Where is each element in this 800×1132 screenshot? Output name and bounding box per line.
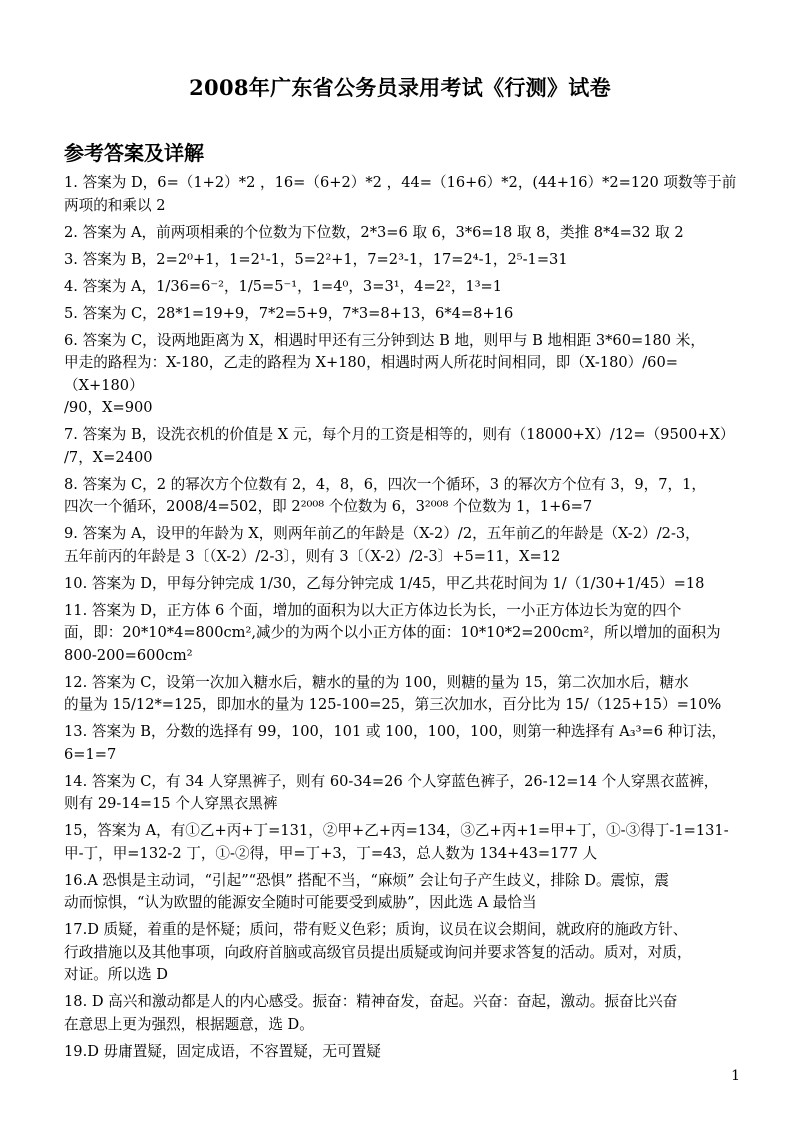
answer-line: 10. 答案为 D，甲每分钟完成 1/30，乙每分钟完成 1/45，甲乙共花时间为 1/（1/30+1/45）=18	[64, 574, 705, 592]
answer-list	[64, 172, 744, 1068]
answer-line: 3. 答案为 B，2=2⁰+1，1=2¹-1，5=2²+1，7=2³-1，17=2⁴-1，2⁵-1=31	[64, 250, 568, 268]
answer-item	[64, 222, 744, 245]
answer-item	[64, 991, 744, 1036]
answer-line: 18. D 高兴和激动都是人的内心感受。振奋：精神奋发，奋起。兴奋：奋起，激动。振奋比兴奋	[64, 993, 678, 1010]
answer-line: 16.A 恐惧是主动词，“引起”“恐惧” 搭配不当，“麻烦” 会让句子产生歧义，排除 D。震惊，震	[64, 871, 669, 889]
answer-line: 1. 答案为 D，6=（1+2）*2 ，16=（6+2）*2 ，44=（16+6）*2，(44+16）*2=120 项数等于前	[64, 174, 737, 191]
answer-line: 19.D 毋庸置疑，固定成语，不容置疑，无可置疑	[64, 1042, 381, 1060]
page-number: 1	[731, 1068, 740, 1084]
answer-line: 17.D 质疑，着重的是怀疑；质问，带有贬义色彩；质询，议员在议会期间，就政府的施政方针、	[64, 921, 688, 938]
answer-line: 五年前丙的年龄是 3〔（X-2）/2-3〕，则有 3〔（X-2）/2-3〕+5=11，X=12	[64, 547, 561, 565]
answer-item	[64, 672, 744, 717]
answer-item	[64, 771, 744, 816]
answer-line: 则有 29-14=15 个人穿黑衣黑裤	[64, 795, 278, 812]
answer-line: 4. 答案为 A，1/36=6⁻²，1/5=5⁻¹，1=4⁰，3=3¹，4=2²，1³=1	[64, 277, 503, 295]
answer-line: /90，X=900	[64, 399, 153, 416]
answer-item	[64, 330, 744, 420]
answer-line: 5. 答案为 C，28*1=19+9，7*2=5+9，7*3=8+13，6*4=8+16	[64, 304, 514, 322]
section-heading: 参考答案及详解	[64, 141, 204, 165]
answer-line: 在意思上更为强烈，根据题意，选 D。	[64, 1015, 314, 1033]
answer-line: 甲-丁，甲=132-2 丁，①-②得，甲=丁+3，丁=43，总人数为 134+43=177 人	[64, 844, 598, 862]
answer-item	[64, 474, 744, 519]
answer-line: /7，X=2400	[64, 448, 153, 466]
answer-line: 对证。所以选 D	[64, 966, 168, 983]
answer-line: 13. 答案为 B，分数的选择有 99，100，101 或 100，100，100，则第一种选择有 A₃³=6 种订法，	[64, 723, 727, 740]
answer-line: 6=1=7	[64, 745, 117, 763]
answer-line: 动而惊惧，“认为欧盟的能源安全随时可能要受到威胁”，因此选 A 最恰当	[64, 894, 537, 911]
answer-item	[64, 919, 744, 987]
answer-line: 四次一个循环，2008/4=502，即 2²⁰⁰⁸ 个位数为 6，3²⁰⁰⁸ 个位数为 1，1+6=7	[64, 498, 593, 515]
page-title: 2008年广东省公务员录用考试《行测》试卷	[189, 75, 611, 100]
answer-line: 8. 答案为 C，2 的幂次方个位数有 2，4，8，6，四次一个循环，3 的幂次方个位有 3，9，7，1，	[64, 475, 706, 493]
answer-item	[64, 303, 744, 326]
answer-line: 甲走的路程为：X-180，乙走的路程为 X+180，相遇时两人所花时间相同，即（X-180）/60=（X+180）	[64, 354, 678, 394]
answer-line: 面，即：20*10*4=800cm²,减少的为两个以小正方体的面：10*10*2=200cm²，所以增加的面积为	[64, 624, 721, 641]
answer-line: 11. 答案为 D，正方体 6 个面，增加的面积为以大正方体边长为长，一小正方体边长为宽的四个	[64, 601, 682, 619]
answer-line: 15，答案为 A，有①乙+丙+丁=131，②甲+乙+丙=134，③乙+丙+1=甲+丁，①-③得丁-1=131-	[64, 822, 729, 839]
answer-item	[64, 573, 744, 596]
answer-line: 2. 答案为 A，前两项相乘的个位数为下位数，2*3=6 取 6，3*6=18 取 8，类推 8*4=32 取 2	[64, 223, 684, 241]
answer-item	[64, 600, 744, 668]
answer-item	[64, 276, 744, 299]
answer-item	[64, 1041, 744, 1064]
answer-line: 9. 答案为 A，设甲的年龄为 X，则两年前乙的年龄是（X-2）/2，五年前乙的年龄是（X-2）/2-3，	[64, 525, 700, 542]
answer-item	[64, 172, 744, 217]
answer-item	[64, 424, 744, 469]
answer-item	[64, 523, 744, 568]
answer-item	[64, 249, 744, 272]
answer-line: 的量为 15/12*=125，即加水的量为 125-100=25，第三次加水，百分比为 15/（125+15）=10%	[64, 696, 722, 713]
answer-line: 12. 答案为 C，设第一次加入糖水后，糖水的量的为 100，则糖的量为 15，第二次加水后，糖水	[64, 673, 689, 691]
answer-line: 14. 答案为 C，有 34 人穿黑裤子，则有 60-34=26 个人穿蓝色裤子，26-12=14 个人穿黑衣蓝裤，	[64, 772, 719, 790]
answer-item	[64, 870, 744, 915]
answer-line: 800-200=600cm²	[64, 646, 193, 664]
answer-line: 行政措施以及其他事项，向政府首脑或高级官员提出质疑或询问并要求答复的活动。质对，对质，	[64, 943, 692, 961]
answer-line: 7. 答案为 B，设洗衣机的价值是 X 元，每个月的工资是相等的，则有（18000+X）/12=（9500+X）	[64, 426, 735, 443]
answer-item	[64, 820, 744, 865]
answer-line: 两项的和乘以 2	[64, 196, 166, 214]
answer-line: 6. 答案为 C，设两地距离为 X，相遇时甲还有三分钟到达 B 地，则甲与 B 地相距 3*60=180 米，	[64, 331, 705, 349]
answer-item	[64, 721, 744, 766]
